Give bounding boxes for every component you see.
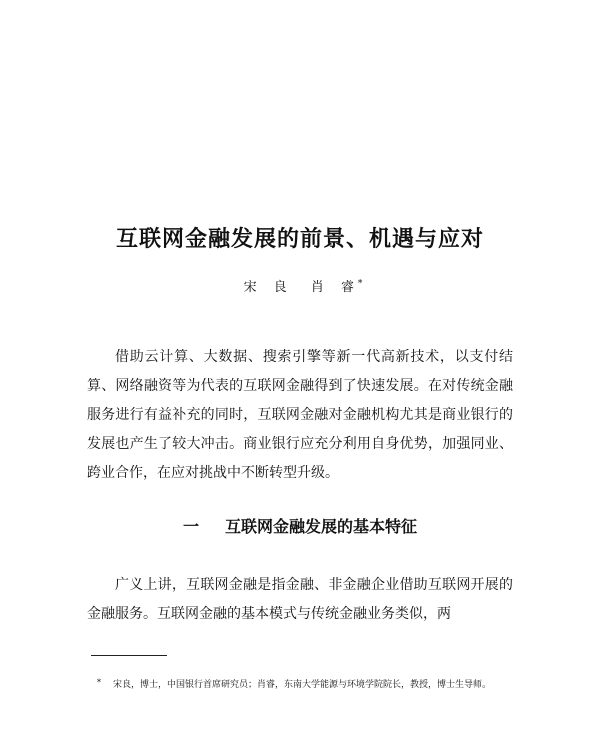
author-footnote-mark: *: [357, 278, 365, 289]
author-name: 宋 良: [243, 280, 289, 295]
footnote: [97, 675, 523, 695]
section-title: 互联网金融发展的基本特征: [225, 517, 418, 536]
section-number: 一: [182, 517, 199, 536]
footnote-mark: *: [97, 678, 101, 687]
paper-title: 互联网金融发展的前景、机遇与应对: [115, 226, 484, 252]
abstract-paragraph: 借助云计算、大数据、搜索引擎等新一代高新技术，以支付结算、网络融资等为代表的互联网金融得到了快速发展。在对传统金融服务进行有益补充的同时，互联网金融对金融机构尤其是商业银行的发展也产生了较大冲击。商业银行应充分利用自身优势，加强同业、跨业合作，在应对挑战中不断转型升级。: [87, 349, 513, 481]
footnote-divider: [91, 655, 167, 656]
section-heading: [0, 514, 600, 537]
footnote-text: 宋良，博士，中国银行首席研究员；肖睿，东南大学能源与环境学院院长，教授，博士生导师。: [113, 680, 492, 690]
body-paragraph: 广义上讲，互联网金融是指金融、非金融企业借助互联网开展的金融服务。互联网金融的基本模式与传统金融业务类似，两: [87, 577, 513, 622]
author-name: 肖 睿: [310, 280, 356, 295]
author-line: [0, 276, 600, 295]
